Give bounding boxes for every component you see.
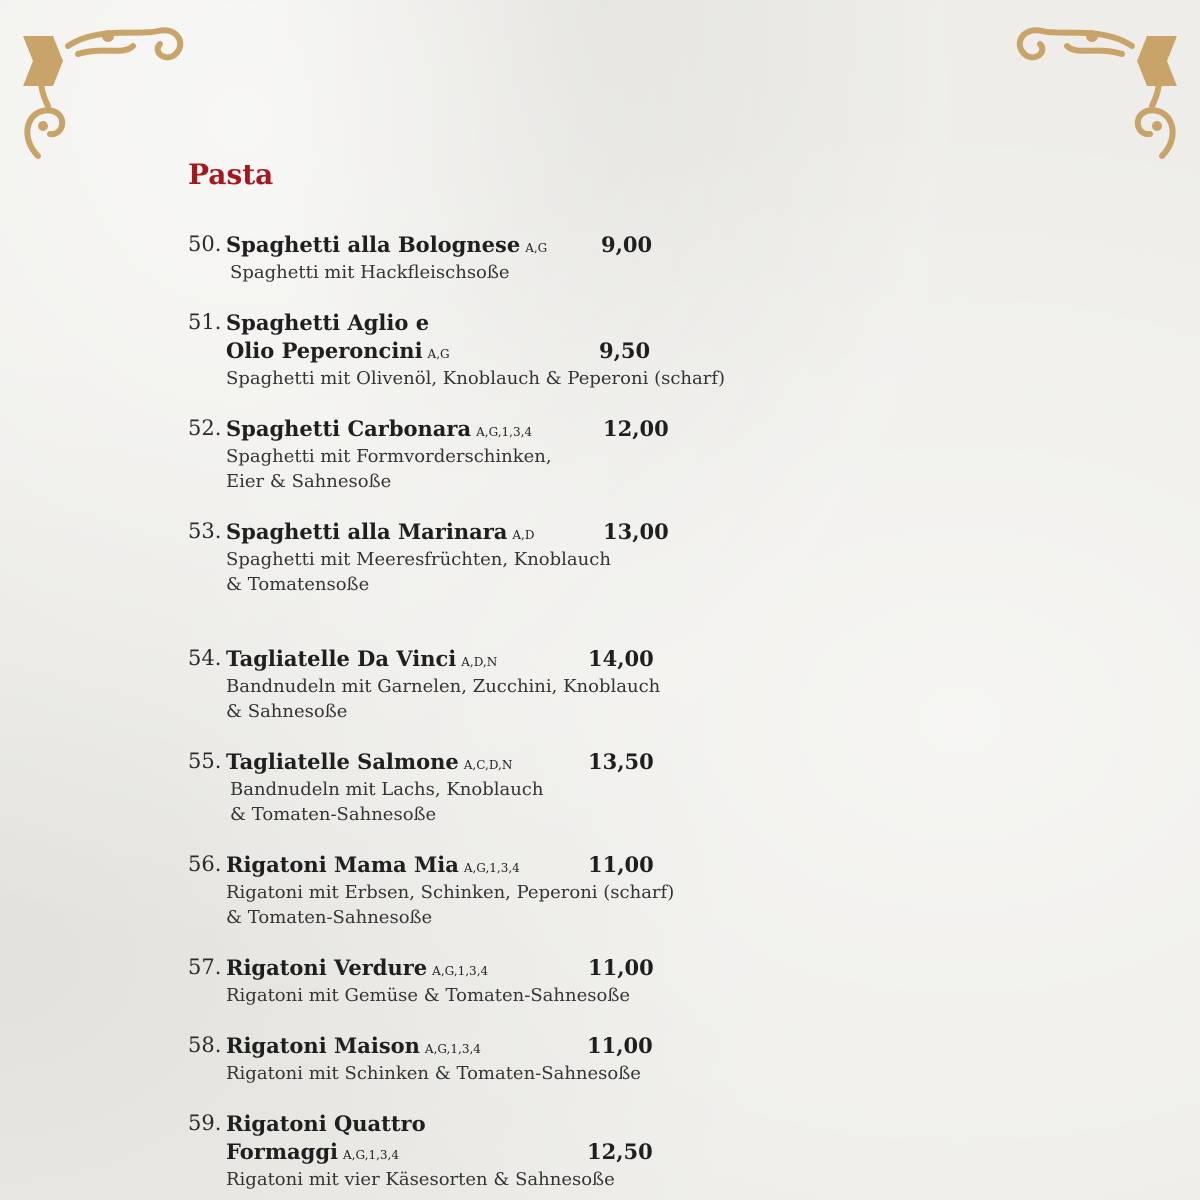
item-name: Spaghetti alla Bolognese <box>226 232 521 257</box>
item-price: 14,00 <box>588 646 654 671</box>
item-number: 56. <box>188 852 222 876</box>
item-allergens: A,G,1,3,4 <box>424 1042 481 1056</box>
menu-item-51 <box>188 310 726 391</box>
item-price: 9,50 <box>599 338 651 363</box>
item-price: 11,00 <box>588 955 654 980</box>
corner-ornament-left-icon <box>8 6 198 166</box>
item-description: Rigatoni mit Schinken & Tomaten-Sahnesoße <box>226 1063 641 1084</box>
menu-item-50 <box>188 232 653 285</box>
menu-item-55 <box>188 749 654 827</box>
item-description: Bandnudeln mit Garnelen, Zucchini, Knoblauch <box>226 676 661 697</box>
menu-item-53 <box>188 519 669 597</box>
item-number: 55. <box>188 749 222 773</box>
item-number: 57. <box>188 955 222 979</box>
item-price: 13,00 <box>603 519 669 544</box>
item-allergens: A,G,1,3,4 <box>463 861 520 875</box>
item-number: 50. <box>188 232 222 256</box>
item-number: 59. <box>188 1111 222 1135</box>
item-description: & Tomatensoße <box>226 574 370 595</box>
menu-item-57 <box>188 955 654 1008</box>
menu-item-54 <box>188 646 661 724</box>
item-number: 51. <box>188 310 222 334</box>
section-title: Pasta <box>188 158 274 191</box>
item-allergens: A,G,1,3,4 <box>343 1148 400 1162</box>
item-name: Spaghetti Carbonara <box>226 416 472 441</box>
item-allergens: A,D <box>512 528 535 542</box>
item-description: Spaghetti mit Formvorderschinken, <box>226 446 552 467</box>
item-number: 54. <box>188 646 222 670</box>
item-name: Spaghetti Aglio e <box>226 310 430 335</box>
item-price: 9,00 <box>601 232 653 257</box>
item-description: & Sahnesoße <box>226 701 348 722</box>
item-name: Spaghetti alla Marinara <box>226 519 508 544</box>
item-allergens: A,G <box>525 241 548 255</box>
item-description: Rigatoni mit Gemüse & Tomaten-Sahnesoße <box>226 985 630 1006</box>
item-description: Spaghetti mit Meeresfrüchten, Knoblauch <box>226 549 611 570</box>
item-description: & Tomaten-Sahnesoße <box>230 804 437 825</box>
menu-item-59 <box>188 1111 653 1192</box>
item-description: Rigatoni mit vier Käsesorten & Sahnesoße <box>226 1169 615 1190</box>
item-name-continued: Formaggi <box>226 1139 339 1164</box>
item-number: 58. <box>188 1033 222 1057</box>
item-price: 11,00 <box>587 1033 653 1058</box>
item-name: Rigatoni Quattro <box>226 1111 426 1136</box>
item-number: 53. <box>188 519 222 543</box>
item-description: Rigatoni mit Erbsen, Schinken, Peperoni (scharf) <box>226 882 675 903</box>
item-price: 13,50 <box>588 749 654 774</box>
item-allergens: A,D,N <box>461 655 498 669</box>
item-name: Tagliatelle Salmone <box>226 749 459 774</box>
item-name: Rigatoni Mama Mia <box>226 852 459 877</box>
item-name: Rigatoni Verdure <box>226 955 428 980</box>
item-description: Spaghetti mit Olivenöl, Knoblauch & Peperoni (scharf) <box>226 368 726 389</box>
item-price: 12,00 <box>603 416 669 441</box>
item-description: & Tomaten-Sahnesoße <box>226 907 433 928</box>
item-allergens: A,C,D,N <box>463 758 513 772</box>
menu-item-52 <box>188 416 669 494</box>
item-name-continued: Olio Peperoncini <box>226 338 423 363</box>
menu-item-56 <box>188 852 675 930</box>
item-allergens: A,G,1,3,4 <box>432 964 489 978</box>
item-description: Spaghetti mit Hackfleischsoße <box>230 262 510 283</box>
item-price: 12,50 <box>587 1139 653 1164</box>
item-number: 52. <box>188 416 222 440</box>
corner-ornament-right-icon <box>1002 6 1192 166</box>
item-price: 11,00 <box>588 852 654 877</box>
item-description: Eier & Sahnesoße <box>226 471 392 492</box>
item-name: Rigatoni Maison <box>226 1033 420 1058</box>
item-name: Tagliatelle Da Vinci <box>226 646 457 671</box>
item-description: Bandnudeln mit Lachs, Knoblauch <box>230 779 544 800</box>
item-allergens: A,G,1,3,4 <box>476 425 533 439</box>
menu-item-58 <box>188 1033 653 1086</box>
item-allergens: A,G <box>427 347 450 361</box>
